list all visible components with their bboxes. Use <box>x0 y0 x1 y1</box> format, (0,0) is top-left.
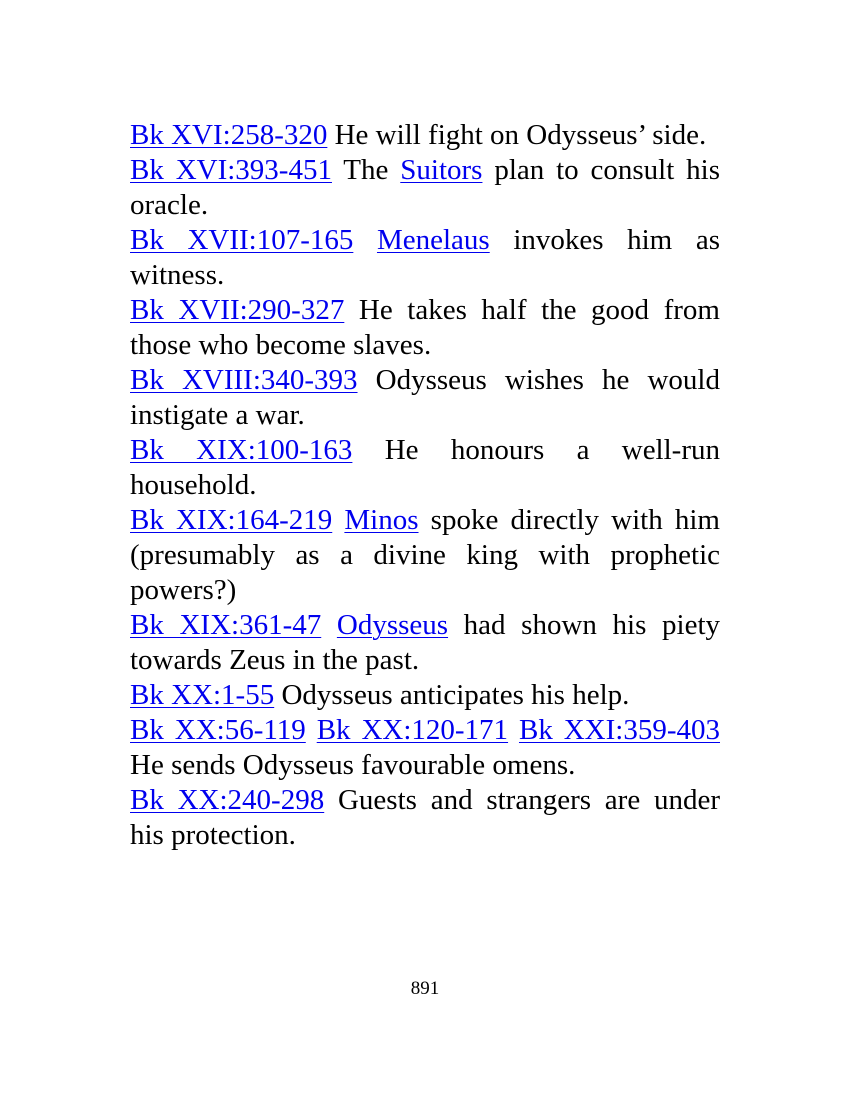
entry-text: spoke directly with him (presumably as a divine king with prophetic powers?) <box>130 504 720 606</box>
reference-link[interactable]: Bk XIX:100-163 <box>130 434 353 466</box>
entry-text: He takes half the good from those who become slaves. <box>130 294 720 361</box>
reference-link[interactable]: Bk XX:56-119 <box>130 714 306 746</box>
reference-link[interactable]: Suitors <box>400 154 483 186</box>
reference-link[interactable]: Menelaus <box>376 224 490 256</box>
entry-text <box>508 714 519 746</box>
index-entry <box>130 433 720 503</box>
entry-text <box>306 714 317 746</box>
entry-text: He sends Odysseus favourable omens. <box>130 749 576 781</box>
reference-link[interactable]: Bk XIX:361-47 <box>130 609 322 641</box>
reference-link[interactable]: Bk XX:1-55 <box>130 679 275 711</box>
page-number: 891 <box>410 978 440 999</box>
entry-text: Guests and strangers are under his protection. <box>130 784 720 851</box>
entry-text: invokes him as witness. <box>130 224 720 291</box>
reference-link[interactable]: Bk XIX:164-219 <box>130 504 333 536</box>
reference-link[interactable]: Bk XVI:393-451 <box>130 154 332 186</box>
document-body <box>130 118 720 853</box>
entry-text: He will fight on Odysseus’ side. <box>327 119 707 151</box>
index-entry <box>130 118 720 153</box>
reference-link[interactable]: Bk XVI:258-320 <box>130 119 328 151</box>
reference-link[interactable]: Odysseus <box>336 609 449 641</box>
entry-text: He honours a well-run household. <box>130 434 720 501</box>
entry-text: Odysseus anticipates his help. <box>274 679 630 711</box>
entry-text: Odysseus wishes he would instigate a war. <box>130 364 720 431</box>
index-entry <box>130 293 720 363</box>
index-entry <box>130 223 720 293</box>
reference-link[interactable]: Bk XVII:290-327 <box>130 294 345 326</box>
index-entry <box>130 713 720 783</box>
reference-link[interactable]: Bk XVII:107-165 <box>130 224 354 256</box>
index-entry <box>130 608 720 678</box>
index-entry <box>130 363 720 433</box>
index-entry <box>130 503 720 608</box>
entry-text: The <box>331 154 401 186</box>
index-entry <box>130 153 720 223</box>
reference-link[interactable]: Bk XXI:359-403 <box>518 714 720 746</box>
entry-text: had shown his piety towards Zeus in the past. <box>130 609 720 676</box>
entry-text: plan to consult his oracle. <box>130 154 720 221</box>
index-entry <box>130 678 720 713</box>
index-entry <box>130 783 720 853</box>
reference-link[interactable]: Bk XX:240-298 <box>130 784 325 816</box>
reference-link[interactable]: Bk XX:120-171 <box>316 714 509 746</box>
reference-link[interactable]: Minos <box>344 504 419 536</box>
entry-text <box>321 609 337 641</box>
entry-text <box>332 504 344 536</box>
reference-link[interactable]: Bk XVIII:340-393 <box>130 364 358 396</box>
entry-text <box>353 224 377 256</box>
